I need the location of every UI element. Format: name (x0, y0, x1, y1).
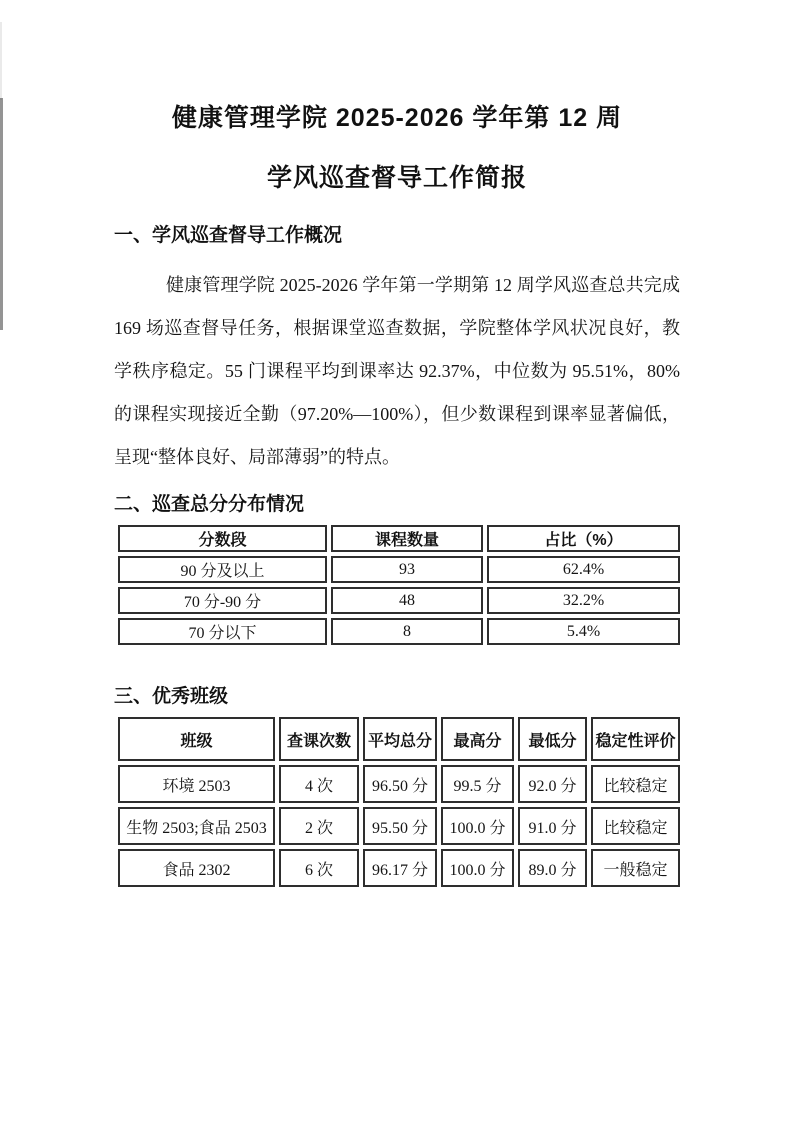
table-header-cell: 稳定性评价 (591, 717, 680, 761)
table-cell: 2 次 (279, 807, 359, 845)
table-header-cell: 最低分 (518, 717, 587, 761)
document-title-line1: 健康管理学院 2025-2026 学年第 12 周 (171, 104, 623, 132)
table-cell: 70 分以下 (118, 618, 327, 645)
table-header-cell: 最高分 (441, 717, 514, 761)
table-row (118, 807, 680, 845)
table-cell: 70 分-90 分 (118, 587, 327, 614)
table-cell: 93 (331, 556, 483, 583)
scan-artifact-line (0, 98, 3, 330)
table-cell: 62.4% (487, 556, 680, 583)
table-cell: 100.0 分 (441, 849, 514, 887)
section3-heading: 三、优秀班级 (114, 686, 229, 707)
table-cell: 96.50 分 (363, 765, 437, 803)
table-cell: 95.50 分 (363, 807, 437, 845)
table-row (118, 587, 680, 614)
table-cell: 48 (331, 587, 483, 614)
table-row (118, 765, 680, 803)
table-header-cell: 平均总分 (363, 717, 437, 761)
table-cell: 100.0 分 (441, 807, 514, 845)
section1-paragraph: 健康管理学院 2025-2026 学年第一学期第 12 周学风巡查总共完成 169 场巡查督导任务，根据课堂巡查数据，学院整体学风状况良好，教学秩序稳定。55 门课程平均到课率达 92.37%，中位数为 95.51%，80%的课程实现接近全勤（97.20%—100%），但少数课程到课率显著偏低，呈现“整体良好、局部薄弱”的特点。 (114, 275, 680, 467)
table-row (118, 849, 680, 887)
table-row (118, 556, 680, 583)
table-cell: 环境 2503 (118, 765, 275, 803)
table-cell: 32.2% (487, 587, 680, 614)
table-cell: 6 次 (279, 849, 359, 887)
table-header-row (118, 717, 680, 761)
section2-heading: 二、巡查总分分布情况 (114, 494, 305, 515)
section1-heading: 一、学风巡查督导工作概况 (114, 225, 343, 246)
table-header-row (118, 525, 680, 552)
table-cell: 比较稳定 (591, 807, 680, 845)
table-header-cell: 分数段 (118, 525, 327, 552)
table-cell: 比较稳定 (591, 765, 680, 803)
table-header-cell: 占比（%） (487, 525, 680, 552)
table-cell: 89.0 分 (518, 849, 587, 887)
table-cell: 5.4% (487, 618, 680, 645)
excellent-classes-table (114, 713, 684, 891)
table-cell: 92.0 分 (518, 765, 587, 803)
document-content (114, 100, 680, 891)
table-row (118, 618, 680, 645)
table-cell: 96.17 分 (363, 849, 437, 887)
table-cell: 食品 2302 (118, 849, 275, 887)
table-cell: 91.0 分 (518, 807, 587, 845)
table-cell: 4 次 (279, 765, 359, 803)
table-cell: 8 (331, 618, 483, 645)
scan-artifact-line (0, 22, 2, 100)
table-header-cell: 课程数量 (331, 525, 483, 552)
table-cell: 99.5 分 (441, 765, 514, 803)
table-header-cell: 查课次数 (279, 717, 359, 761)
table-header-cell: 班级 (118, 717, 275, 761)
table-cell: 一般稳定 (591, 849, 680, 887)
document-title-line2: 学风巡查督导工作简报 (266, 164, 527, 192)
table-cell: 生物 2503;食品 2503 (118, 807, 275, 845)
table-cell: 90 分及以上 (118, 556, 327, 583)
score-distribution-table (114, 521, 684, 649)
